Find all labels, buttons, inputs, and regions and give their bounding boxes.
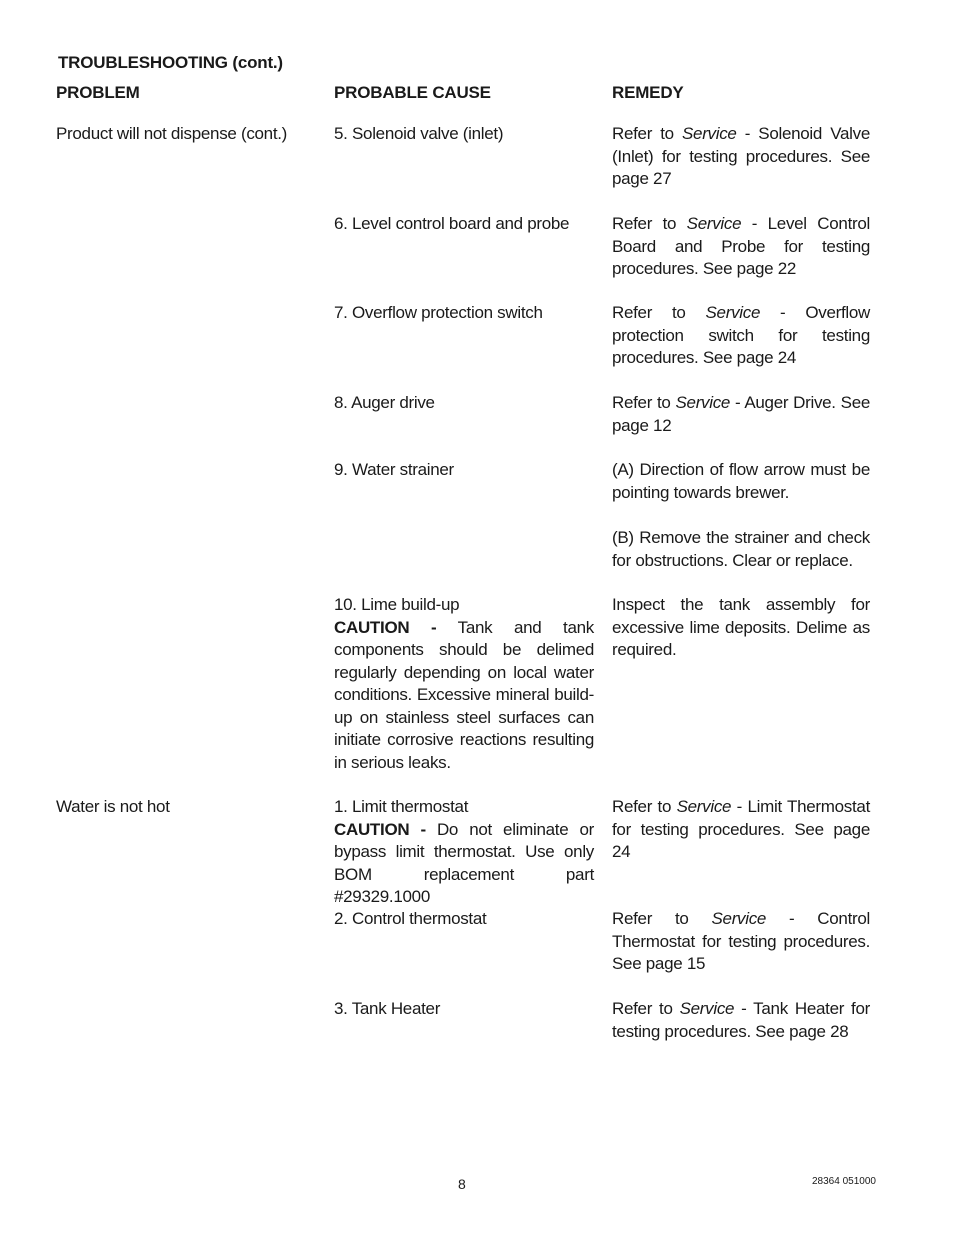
cause-text: 5. Solenoid valve (inlet) — [334, 124, 504, 143]
cause-text: 7. Overflow protection switch — [334, 303, 543, 322]
caution-note: CAUTION - Tank and tank components should be delimed regularly depending on local water conditions. Excessive mineral build-up on stainless steel surfaces can initiate corrosive reactions resulting in serious leaks. — [334, 617, 594, 772]
remedy-text: Refer to Service - Level Control Board and Probe for testing procedures. See page 22 — [612, 214, 870, 278]
remedy-text: Refer to Service - Overflow protection switch for testing procedures. See page 24 — [612, 303, 870, 367]
caution-note: CAUTION - Do not eliminate or bypass limit thermostat. Use only BOM replacement part #29329.1000 — [334, 819, 595, 906]
document-code: 28364 051000 — [812, 1176, 876, 1187]
cause-block — [334, 796, 594, 909]
cause-text: 10. Lime build-up — [334, 595, 460, 614]
cause-text: 8. Auger drive — [334, 393, 435, 412]
problem-text: Product will not dispense (cont.) — [56, 124, 288, 143]
cause-text: 1. Limit thermostat — [334, 797, 469, 816]
remedy-text: Refer to Service - Solenoid Valve (Inlet) for testing procedures. See page 27 — [612, 124, 870, 188]
cause-text: 6. Level control board and probe — [334, 214, 570, 233]
page-number: 8 — [458, 1176, 466, 1192]
cause-text: 3. Tank Heater — [334, 999, 441, 1018]
remedy-text: Refer to Service - Limit Thermostat for testing procedures. See page 24 — [612, 797, 871, 861]
column-header-problem: PROBLEM — [56, 83, 140, 102]
caution-label: CAUTION - — [334, 819, 426, 839]
column-header-cause: PROBABLE CAUSE — [334, 83, 491, 102]
cause-block — [334, 594, 594, 774]
remedy-text: Inspect the tank assembly for excessive lime deposits. Delime as required. — [612, 595, 870, 659]
section-title: TROUBLESHOOTING (cont.) — [58, 53, 283, 72]
remedy-text: Refer to Service - Control Thermostat for testing procedures. See page 15 — [612, 909, 870, 973]
caution-label: CAUTION - — [334, 617, 437, 637]
remedy-text: (B) Remove the strainer and check for obstructions. Clear or replace. — [612, 528, 870, 570]
remedy-text: Refer to Service - Auger Drive. See page 12 — [612, 393, 871, 435]
column-header-remedy: REMEDY — [612, 83, 684, 102]
problem-text: Water is not hot — [56, 797, 170, 816]
cause-text: 2. Control thermostat — [334, 909, 487, 928]
remedy-text: (A) Direction of flow arrow must be pointing towards brewer. — [612, 460, 870, 502]
cause-text: 9. Water strainer — [334, 460, 454, 479]
remedy-text: Refer to Service - Tank Heater for testing procedures. See page 28 — [612, 999, 870, 1041]
